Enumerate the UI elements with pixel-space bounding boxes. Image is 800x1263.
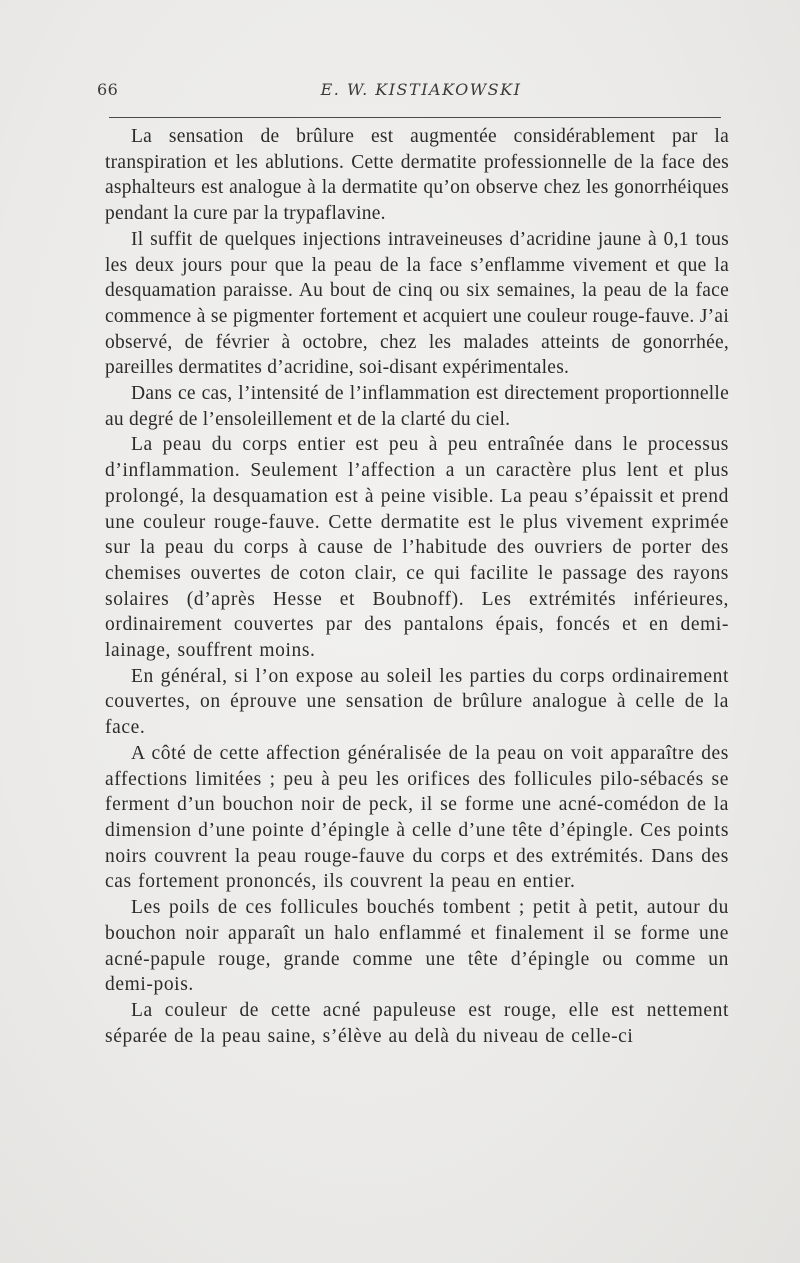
paragraph: La peau du corps entier est peu à peu entraînée dans le processus d’inflammation. Seulement l’affection a un caractère plus lent et plus prolongé, la desquamation est à peine visible. La peau s’épaissit et prend une couleur rouge-fauve. Cette dermatite est le plus vivement exprimée sur la peau du corps à cause de l’habitude des ouvriers de porter des chemises ouvertes de coton clair, ce qui facilite le passage des rayons solaires (d’après Hesse et Boubnoff). Les extrémités inférieures, ordinairement couvertes par des pantalons épais, foncés et en demi-lainage, souffrent moins.: [105, 434, 729, 662]
paragraph: Les poils de ces follicules bouchés tombent ; petit à petit, autour du bouchon noir apparaît un halo enflammé et finalement il se forme une acné-papule rouge, grande comme une tête d’épingle ou comme un demi-pois.: [105, 897, 729, 996]
running-head: E. W. KISTIAKOWSKI: [320, 80, 522, 99]
page-header: [97, 80, 725, 104]
paragraph: La couleur de cette acné papuleuse est rouge, elle est nettement séparée de la peau saine, s’élève au delà du niveau de celle-ci: [105, 999, 729, 1047]
paragraph: La sensation de brûlure est augmentée considérablement par la transpiration et les ablutions. Cette dermatite professionnelle de la face des asphalteurs est analogue à la dermatite qu’on observe chez les gonorrhéiques pendant la cure par la trypaflavine.: [105, 126, 729, 225]
paragraph: A côté de cette affection généralisée de la peau on voit apparaître des affections limitées ; peu à peu les orifices des follicules pilo-sébacés se ferment d’un bouchon noir de peck, il se forme une acné-comédon de la dimension d’une pointe d’épingle à celle d’une tête d’épingle. Ces points noirs couvrent la peau rouge-fauve du corps et des extrémités. Dans des cas fortement prononcés, ils couvrent la peau en entier.: [105, 742, 730, 893]
page-number: 66: [97, 80, 119, 99]
paragraph: Dans ce cas, l’intensité de l’inflammation est directement proportionnelle au degré de l’ensoleillement et de la clarté du ciel.: [105, 383, 729, 430]
body-text: [105, 124, 729, 1049]
paragraph: En général, si l’on expose au soleil les parties du corps ordinairement couvertes, on éprouve une sensation de brûlure analogue à celle de la face.: [105, 665, 729, 739]
paragraph: Il suffit de quelques injections intraveineuses d’acridine jaune à 0,1 tous les deux jours pour que la peau de la face s’enflamme vivement et que la desquamation paraisse. Au bout de cinq ou six semaines, la peau de la face commence à se pigmenter fortement et acquiert une couleur rouge-fauve. J’ai observé, de février à octobre, chez les malades atteints de gonorrhée, pareilles dermatites d’acridine, soi-disant expérimentales.: [105, 228, 729, 379]
header-rule: [109, 117, 721, 118]
